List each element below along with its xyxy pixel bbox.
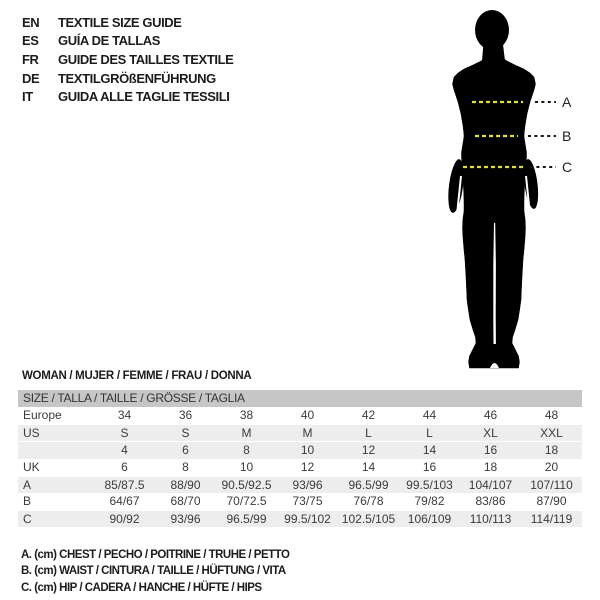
size-cell: 87/90 [536,493,567,508]
language-label: GUIDA ALLE TAGLIE TESSILI [58,89,230,105]
language-row-en [22,13,233,32]
size-cell: 107/110 [530,477,573,492]
size-cell: 110/113 [469,512,512,527]
size-table-header: SIZE / TALLA / TAILLE / GRÖSSE / TAGLIA [18,390,582,407]
size-cell: 76/78 [353,493,384,508]
table-row [18,459,582,476]
size-cell: 4 [121,443,128,458]
size-cell: 44 [422,408,437,422]
size-cell: M [302,426,313,441]
size-cell: XL [483,426,498,441]
language-row-it [22,87,233,106]
language-label: GUÍA DE TALLAS [58,33,161,49]
size-cell: 16 [483,443,498,458]
size-cell: 18 [483,459,498,474]
row-label: A [23,477,32,492]
size-cell: 99.5/102 [284,512,331,527]
marker-label-c: C [562,159,573,175]
size-cell: 90/92 [109,512,140,527]
size-cell: 12 [300,459,315,474]
language-code: EN [22,14,40,30]
language-label: TEXTILGRÖßENFÜHRUNG [58,70,216,86]
size-cell: 20 [544,459,559,474]
language-label: TEXTILE SIZE GUIDE [58,14,182,30]
size-cell: 8 [243,443,250,458]
size-cell: 73/75 [292,493,323,508]
language-code: IT [22,89,33,105]
table-row [18,407,582,424]
size-cell: 42 [361,408,376,422]
language-code: DE [22,70,40,86]
size-cell: 34 [117,408,132,422]
size-cell: S [120,426,129,441]
size-cell: 70/72.5 [226,493,267,508]
marker-label-a: A [562,94,572,110]
language-code: ES [22,33,39,49]
size-cell: 96.5/99 [226,512,267,527]
size-table [18,390,582,527]
size-cell: M [241,426,252,441]
size-cell: 102.5/105 [341,512,396,527]
row-label: US [23,426,40,441]
woman-silhouette-icon [410,6,590,376]
size-cell: 64/67 [109,493,140,508]
legend-line: B. (cm) WAIST / CINTURA / TAILLE / HÜFTUNG / VITA [21,565,286,578]
language-row-de [22,69,233,88]
size-cell: 10 [300,443,315,458]
size-cell: 14 [361,459,376,474]
size-cell: 46 [483,408,498,422]
row-label: UK [23,459,40,474]
size-cell: 114/119 [530,512,573,527]
table-row [18,424,582,441]
size-cell: 6 [182,443,189,458]
measurement-legend [21,547,289,596]
table-title: WOMAN / MUJER / FEMME / FRAU / DONNA [22,370,252,382]
language-row-es [22,32,233,51]
size-table-body [18,407,582,527]
language-list [22,13,233,106]
size-cell: 16 [422,459,437,474]
row-label: Europe [23,408,62,422]
size-cell: 88/90 [170,477,201,492]
size-cell: 48 [544,408,559,422]
size-cell: 96.5/99 [348,477,389,492]
size-cell: 36 [178,408,193,422]
woman-silhouette-figure [410,6,600,378]
legend-line: A. (cm) CHEST / PECHO / POITRINE / TRUHE / PETTO [21,549,290,561]
size-cell: S [181,426,190,441]
table-row [18,476,582,493]
size-cell: 106/109 [407,512,452,527]
size-cell: 83/86 [475,493,506,508]
size-cell: 99.5/103 [406,477,453,492]
size-cell: 93/96 [292,477,323,492]
row-label: C [23,512,32,527]
size-cell: XXL [540,426,563,441]
size-cell: 93/96 [170,512,201,527]
size-cell: 68/70 [170,493,201,508]
language-row-fr [22,50,233,69]
legend-line: C. (cm) HIP / CADERA / HANCHE / HÜFTE / HIPS [21,581,262,594]
size-cell: 8 [182,459,189,474]
size-cell: L [426,426,433,441]
language-label: GUIDE DES TAILLES TEXTILE [58,51,234,67]
table-row [18,441,582,458]
size-cell: 90.5/92.5 [221,477,272,492]
size-cell: 6 [121,459,128,474]
size-cell: L [365,426,372,441]
size-cell: 10 [239,459,254,474]
size-cell: 18 [544,443,559,458]
table-row [18,493,582,510]
size-cell: 14 [422,443,437,458]
size-cell: 38 [239,408,254,422]
table-row [18,510,582,527]
size-cell: 104/107 [468,477,513,492]
row-label: B [23,493,32,508]
language-code: FR [22,51,39,67]
size-cell: 85/87.5 [104,477,145,492]
size-cell: 79/82 [414,493,445,508]
marker-label-b: B [562,128,572,144]
size-cell: 12 [361,443,376,458]
size-cell: 40 [300,408,315,422]
row-label [18,442,94,459]
